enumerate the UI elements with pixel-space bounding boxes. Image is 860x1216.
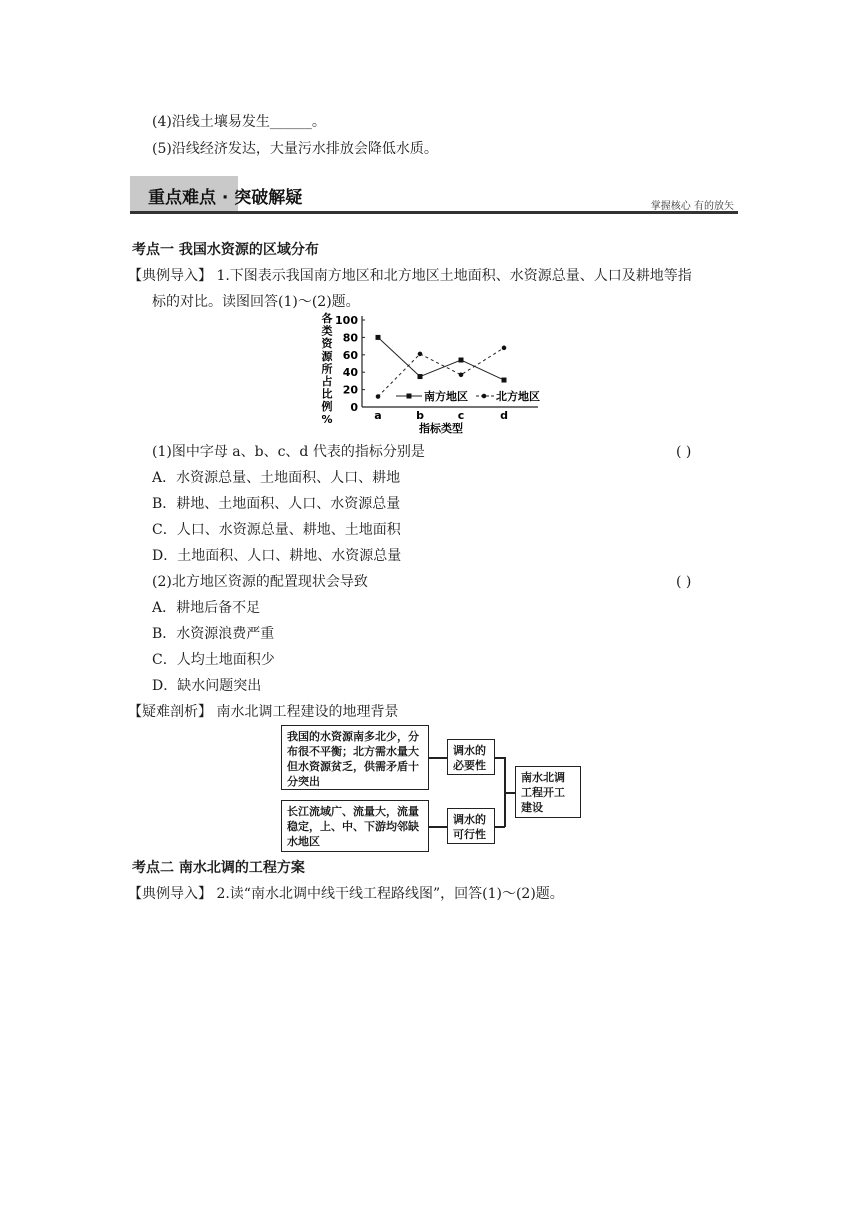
x-axis-label: 指标类型 xyxy=(419,422,463,435)
y-label-char: 类 xyxy=(321,324,333,338)
data-point-north xyxy=(502,346,507,351)
y-tick-label: 60 xyxy=(342,348,358,362)
y-tick-label: 40 xyxy=(342,366,358,380)
q1-stem: (1)图中字母 a、b、c、d 代表的指标分别是 xyxy=(152,444,425,460)
q2-option-b: B．水资源浪费严重 xyxy=(152,626,275,642)
legend-label-south: 南方地区 xyxy=(424,390,468,403)
data-point-north xyxy=(376,394,381,399)
banner-tag: 掌握核心 有的放矢 xyxy=(650,201,734,212)
y-tick-label: 80 xyxy=(342,331,358,345)
q2-stem: (2)北方地区资源的配置现状会导致 xyxy=(152,574,368,590)
section1-intro-line1 xyxy=(128,266,692,286)
flow-box-necessity: 调水的必要性 xyxy=(447,739,495,775)
analysis-text: 南水北调工程建设的地理背景 xyxy=(212,704,399,720)
q2-option-a: A．耕地后备不足 xyxy=(152,600,261,616)
x-tick-label: a xyxy=(374,409,382,422)
y-label-char: 例 xyxy=(321,400,333,414)
y-ticks xyxy=(335,314,365,414)
y-label-char: % xyxy=(321,412,333,426)
banner-rule xyxy=(130,211,738,214)
section2-intro-text: 2.读“南水北调中线干线工程路线图”，回答(1)～(2)题。 xyxy=(212,886,564,902)
section1-heading: 考点一 我国水资源的区域分布 xyxy=(132,242,319,258)
section1-intro-line2: 标的对比。读图回答(1)～(2)题。 xyxy=(152,294,360,310)
y-tick-label: 20 xyxy=(342,383,358,397)
legend-marker-south xyxy=(407,394,412,399)
x-tick-label: b xyxy=(416,409,424,422)
intro-label: 【典例导入】 xyxy=(128,268,212,284)
series-line-south xyxy=(378,337,504,380)
q2-option-d: D．缺水问题突出 xyxy=(152,678,262,694)
flow-box-feasibility: 调水的可行性 xyxy=(447,808,495,844)
y-label-char: 比 xyxy=(321,387,333,401)
banner-title: 重点难点 · 突破解疑 xyxy=(148,188,303,208)
y-label-char: 源 xyxy=(321,349,333,363)
y-axis-label xyxy=(321,312,333,426)
legend-marker-north xyxy=(482,394,487,399)
question-item-4: (4)沿线土壤易发生______。 xyxy=(152,114,326,130)
flow-box-distribution: 我国的水资源南多北少，分布很不平衡；北方需水量大但水资源贫乏，供需矛盾十分突出 xyxy=(281,725,429,790)
analysis-label: 【疑难剖析】 xyxy=(128,704,212,720)
connector-1 xyxy=(429,757,447,759)
y-label-char: 各 xyxy=(321,312,333,325)
question-item-5: (5)沿线经济发达，大量污水排放会降低水质。 xyxy=(152,141,438,157)
section-banner xyxy=(130,176,738,216)
x-tick-label: d xyxy=(500,409,508,422)
intro-text: 1.下图表示我国南方地区和北方地区土地面积、水资源总量、人口及耕地等指 xyxy=(212,268,692,284)
analysis-heading xyxy=(128,702,398,722)
data-point-north xyxy=(459,373,464,378)
y-tick-label: 0 xyxy=(350,401,358,414)
flow-box-yangtze: 长江流域广、流量大，流量稳定，上、中、下游均邻缺水地区 xyxy=(281,800,429,852)
x-tick-label: c xyxy=(457,409,465,422)
connector-5 xyxy=(504,792,515,794)
section2-intro xyxy=(128,884,564,904)
data-point-south xyxy=(418,374,423,379)
data-point-south xyxy=(459,358,464,363)
y-label-char: 资 xyxy=(321,337,333,351)
section2-heading: 考点二 南水北调的工程方案 xyxy=(132,860,305,876)
data-point-north xyxy=(418,352,423,357)
resource-comparison-chart xyxy=(318,312,558,438)
chart-legend xyxy=(396,389,540,403)
flow-box-construction: 南水北调工程开工建设 xyxy=(515,766,581,818)
y-tick-label: 100 xyxy=(335,314,358,327)
q1-option-d: D．土地面积、人口、耕地、水资源总量 xyxy=(152,548,402,564)
q1-option-a: A．水资源总量、土地面积、人口、耕地 xyxy=(152,470,401,486)
q2-answer-blank: ( ) xyxy=(676,574,692,590)
section2-intro-label: 【典例导入】 xyxy=(128,886,212,902)
connector-2 xyxy=(429,826,447,828)
y-label-char: 占 xyxy=(321,375,333,388)
x-ticks xyxy=(374,409,508,422)
q2-option-c: C．人均土地面积少 xyxy=(152,652,275,668)
q1-option-b: B．耕地、土地面积、人口、水资源总量 xyxy=(152,496,401,512)
data-point-south xyxy=(502,378,507,383)
y-label-char: 所 xyxy=(321,362,333,376)
data-point-south xyxy=(376,335,381,340)
q1-option-c: C．人口、水资源总量、耕地、土地面积 xyxy=(152,522,401,538)
legend-label-north: 北方地区 xyxy=(496,390,540,403)
q1-answer-blank: ( ) xyxy=(676,444,692,460)
